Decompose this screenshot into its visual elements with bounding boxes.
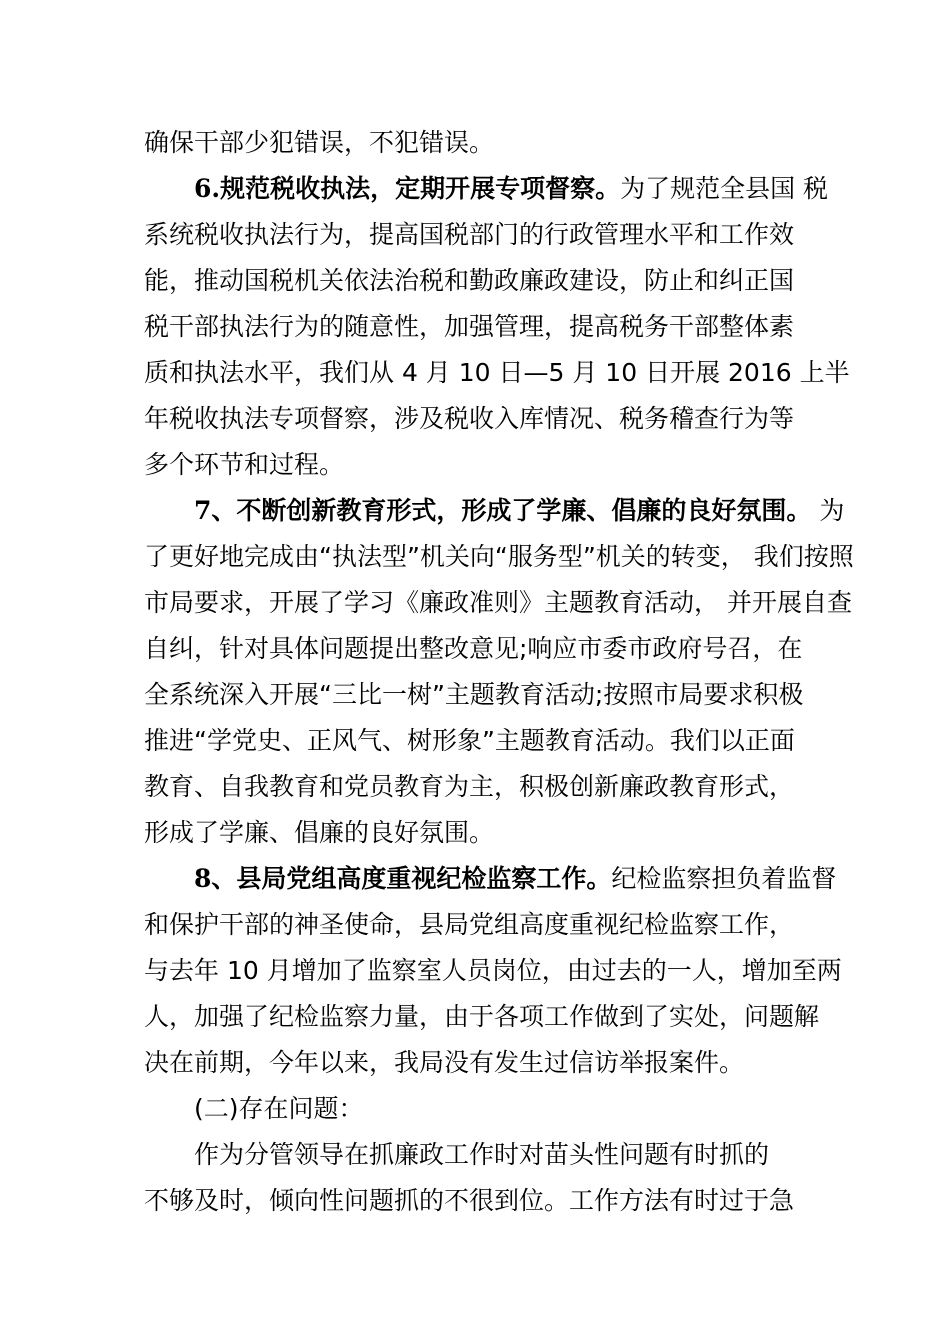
paragraph-line: [144, 810, 834, 856]
document-body: [144, 120, 854, 1224]
paragraph-line: [144, 764, 834, 810]
text-run: 市局要求，开展了学习《廉政准则》主题教育活动， 并开展自查: [144, 588, 852, 617]
paragraph-line: [144, 258, 834, 304]
text-run: 确保干部少犯错误，不犯错误。: [144, 128, 495, 157]
text-run: 作为分管领导在抓廉政工作时对苗头性问题有时抓的: [194, 1140, 770, 1169]
text-run: 自纠，针对具体问题提出整改意见;响应市委市政府号召，在: [144, 634, 803, 663]
text-run: 系统税收执法行为，提高国税部门的行政管理水平和工作效: [144, 220, 795, 249]
text-run: 年税收执法专项督察，涉及税收入库情况、税务稽查行为等: [144, 404, 795, 433]
text-run: 不够及时，倾向性问题抓的不很到位。工作方法有时过于急: [144, 1186, 795, 1215]
text-run: 全系统深入开展“三比一树”主题教育活动;按照市局要求积极: [144, 680, 804, 709]
text-run: 人，加强了纪检监察力量，由于各项工作做到了实处，问题解: [144, 1002, 820, 1031]
paragraph-line: [144, 1178, 834, 1224]
text-run: 形成了学廉、倡廉的良好氛围。: [144, 818, 495, 847]
text-run: 教育、自我教育和党员教育为主，积极创新廉政教育形式，: [144, 772, 795, 801]
paragraph-line: [144, 948, 842, 994]
paragraph-line: [144, 534, 854, 580]
text-run: 决在前期，今年以来，我局没有发生过信访举报案件。: [144, 1048, 745, 1077]
paragraph-line: [144, 304, 834, 350]
paragraph-line: [144, 718, 834, 764]
section-heading-7: 7、不断创新教育形式，形成了学廉、倡廉的良好氛围。: [194, 496, 812, 525]
section-heading-8: 8、县局党组高度重视纪检监察工作。: [194, 864, 612, 893]
text-run: 为: [811, 496, 845, 525]
paragraph-line: [144, 1132, 834, 1178]
paragraph-line: [144, 902, 834, 948]
section-heading-6: 6.规范税收执法，定期开展专项督察。: [194, 174, 621, 203]
paragraph-line: [144, 442, 834, 488]
paragraph-line: [144, 672, 834, 718]
text-run: 为了规范全县国 税: [620, 174, 829, 203]
text-run: 质和执法水平，我们从 4 月 10 日—5 月 10 日开展 2016 上半: [144, 358, 850, 387]
paragraph-line: [144, 396, 834, 442]
paragraph-line: [144, 580, 852, 626]
subsection-heading: (二)存在问题：: [194, 1094, 364, 1123]
paragraph-line: [144, 626, 834, 672]
section-heading-line: [144, 856, 837, 902]
text-run: 推进“学党史、正风气、树形象”主题教育活动。我们以正面: [144, 726, 795, 755]
text-run: 税干部执法行为的随意性，加强管理，提高税务干部整体素: [144, 312, 795, 341]
text-run: 能，推动国税机关依法治税和勤政廉政建设，防止和纠正国: [144, 266, 795, 295]
paragraph-line: [144, 350, 850, 396]
subsection-heading-line: [144, 1086, 834, 1132]
section-heading-line: [144, 488, 845, 534]
text-run: 多个环节和过程。: [144, 450, 345, 479]
section-heading-line: [144, 166, 834, 212]
paragraph-line: [144, 994, 834, 1040]
text-run: 纪检监察担负着监督: [611, 864, 837, 893]
text-run: 了更好地完成由“执法型”机关向“服务型”机关的转变， 我们按照: [144, 542, 854, 571]
paragraph-line: [144, 212, 834, 258]
text-run: 和保护干部的神圣使命，县局党组高度重视纪检监察工作，: [144, 910, 795, 939]
text-run: 与去年 10 月增加了监察室人员岗位，由过去的一人，增加至两: [144, 956, 842, 985]
paragraph-line: [144, 1040, 834, 1086]
paragraph-line: [144, 120, 834, 166]
